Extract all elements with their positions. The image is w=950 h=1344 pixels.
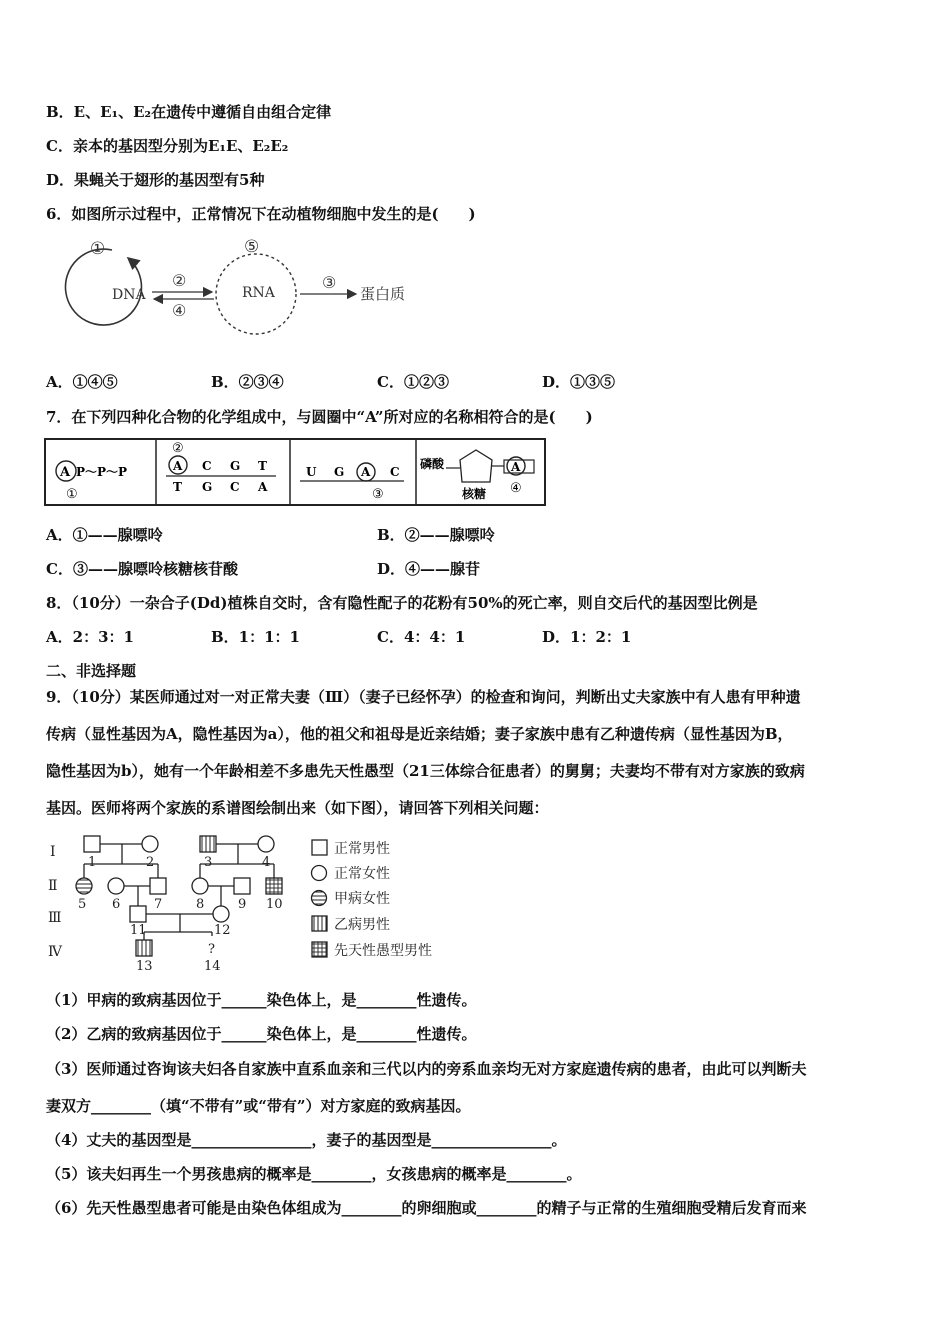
legend-disease-a-female-symbol [312, 891, 327, 906]
ind-4 [258, 836, 274, 852]
q9-sub-1: （1）甲病的致病基因位于______染色体上，是________性遗传。 [46, 991, 477, 1009]
q7-option-a: A．①——腺嘌呤 [46, 526, 163, 544]
q6-option-c: C．①②③ [377, 373, 449, 391]
gen-1: Ⅰ [50, 844, 56, 860]
q7-option-b: B．②——腺嘌呤 [377, 526, 495, 544]
gen-2: Ⅱ [48, 878, 58, 894]
q5-option-c: C．亲本的基因型分别为E₁E、E₂E₂ [46, 137, 289, 155]
p3-seq-3: C [390, 465, 400, 479]
ind-6 [108, 878, 124, 894]
num-13: 13 [136, 959, 153, 974]
label-n5: ⑤ [244, 237, 260, 257]
ind-9 [234, 878, 250, 894]
pedigree-chart [44, 826, 464, 978]
ind-5 [76, 878, 92, 894]
ind-14-unknown: ? [208, 942, 215, 957]
p2-num: ② [172, 441, 184, 456]
legend-normal-female: 正常女性 [334, 866, 390, 882]
q8-option-b: B．1：1：1 [211, 628, 300, 646]
legend-normal-male-symbol [312, 840, 327, 855]
q7-stem: 7．在下列四种化合物的化学组成中，与圆圈中“A”所对应的名称相符合的是( ) [46, 408, 593, 426]
p2-bottom-2: C [230, 480, 240, 494]
q9-sub-3-line-2: 妻双方________（填“不带有”或“带有”）对方家庭的致病基因。 [46, 1097, 471, 1115]
q9-sub-2: （2）乙病的致病基因位于______染色体上，是________性遗传。 [46, 1025, 477, 1043]
p2-bottom-0: T [173, 480, 182, 494]
q9-stem-line-1: 9．（10分）某医师通过对一对正常夫妻（Ⅲ）（妻子已经怀孕）的检查和询问，判断出丈夫家族中有人患有甲种遗 [46, 688, 801, 706]
label-n2: ② [172, 271, 187, 290]
p2-top-3: T [258, 459, 267, 473]
p2-bottom-3: A [258, 480, 268, 494]
p3-seq-0: U [306, 465, 317, 479]
ind-3 [200, 836, 216, 852]
q9-sub-4: （4）丈夫的基因型是________________，妻子的基因型是________________。 [46, 1131, 567, 1149]
label-n3: ③ [322, 273, 337, 292]
p2-bottom-1: G [202, 480, 213, 494]
ind-8 [192, 878, 208, 894]
ind-13 [136, 940, 152, 956]
p2-top-0: A [173, 459, 183, 473]
num-14: 14 [204, 959, 221, 974]
q7-option-d: D．④——腺苷 [377, 560, 481, 578]
num-5: 5 [78, 897, 87, 912]
num-10: 10 [266, 897, 283, 912]
legend-normal-male: 正常男性 [334, 841, 390, 857]
q8-option-c: C．4：4：1 [377, 628, 466, 646]
gen-4: Ⅳ [48, 944, 62, 960]
p2-top-1: C [202, 459, 212, 473]
ind-1 [84, 836, 100, 852]
p3-seq-2: A [361, 465, 371, 479]
ind-12 [213, 906, 229, 922]
p3-num: ③ [372, 487, 384, 502]
label-n4: ④ [172, 301, 187, 320]
num-7: 7 [154, 897, 163, 912]
legend-disease-b-male: 乙病男性 [334, 917, 390, 933]
q6-option-a: A．①④⑤ [46, 373, 118, 391]
p4-pentagon [460, 450, 492, 482]
p3-seq-1: G [334, 465, 345, 479]
q6-diagram [44, 232, 424, 342]
q9-sub-3-line-1: （3）医师通过咨询该夫妇各自家族中直系血亲和三代以内的旁系血亲均无对方家庭遗传病的患者，由此可以判断夫 [46, 1060, 807, 1078]
label-dna: DNA [112, 287, 146, 303]
q6-stem: 6．如图所示过程中，正常情况下在动植物细胞中发生的是( ) [46, 205, 476, 223]
label-rna: RNA [242, 285, 275, 301]
q6-option-b: B．②③④ [211, 373, 284, 391]
ind-11 [130, 906, 146, 922]
q9-stem-line-3: 隐性基因为b），她有一个年龄相差不多患先天性愚型（21三体综合征患者）的舅舅；夫妻均不带有对方家族的致病 [46, 762, 805, 780]
q9-stem-line-2: 传病（显性基因为A，隐性基因为a），他的祖父和祖母是近亲结婚；妻子家族中患有乙种遗传病（显性基因为B， [46, 725, 793, 743]
ind-7 [150, 878, 166, 894]
q8-option-d: D．1：2：1 [542, 628, 632, 646]
q5-option-d: D．果蝇关于翅形的基因型有5种 [46, 171, 265, 189]
gen-3: Ⅲ [48, 910, 62, 926]
q9-sub-6: （6）先天性愚型患者可能是由染色体组成为________的卵细胞或________的精子与正常的生殖细胞受精后发育而来 [46, 1199, 807, 1217]
p4-sugar: 核糖 [462, 487, 487, 501]
legend-down-syndrome-male: 先天性愚型男性 [334, 943, 432, 959]
legend-disease-a-female: 甲病女性 [334, 891, 390, 907]
num-12: 12 [214, 923, 231, 938]
q9-stem-line-4: 基因。医师将两个家族的系谱图绘制出来（如下图），请回答下列相关问题： [46, 799, 549, 817]
p1-chain: P～P～P [76, 465, 128, 479]
section-heading: 二、非选择题 [46, 662, 137, 680]
legend-normal-female-symbol [312, 866, 327, 881]
num-2: 2 [146, 855, 155, 870]
q8-option-a: A．2：3：1 [46, 628, 134, 646]
p1-num: ① [66, 487, 78, 502]
ind-2 [142, 836, 158, 852]
num-6: 6 [112, 897, 121, 912]
q9-sub-5: （5）该夫妇再生一个男孩患病的概率是________，女孩患病的概率是________。 [46, 1165, 582, 1183]
num-9: 9 [238, 897, 247, 912]
num-8: 8 [196, 897, 205, 912]
legend-down-syndrome-male-symbol [312, 942, 327, 957]
q5-option-b: B．E、E₁、E₂在遗传中遵循自由组合定律 [46, 103, 332, 121]
p4-phosphate: 磷酸 [420, 457, 445, 471]
num-4: 4 [262, 855, 271, 870]
p4-num: ④ [510, 481, 522, 496]
num-11: 11 [130, 923, 147, 938]
q8-stem: 8．（10分）一杂合子(Dd)植株自交时，含有隐性配子的花粉有50%的死亡率，则自交后代的基因型比例是 [46, 594, 758, 612]
q6-option-d: D．①③⑤ [542, 373, 616, 391]
label-protein: 蛋白质 [360, 285, 406, 303]
num-3: 3 [204, 855, 213, 870]
num-1: 1 [88, 855, 97, 870]
legend-disease-b-male-symbol [312, 916, 327, 931]
q7-option-c: C．③——腺嘌呤核糖核苷酸 [46, 560, 238, 578]
p1-a: A [60, 465, 71, 480]
p4-a: A [511, 460, 521, 474]
p2-top-2: G [230, 459, 241, 473]
q7-diagram [44, 436, 548, 510]
ind-10 [266, 878, 282, 894]
label-n1: ① [90, 239, 106, 259]
